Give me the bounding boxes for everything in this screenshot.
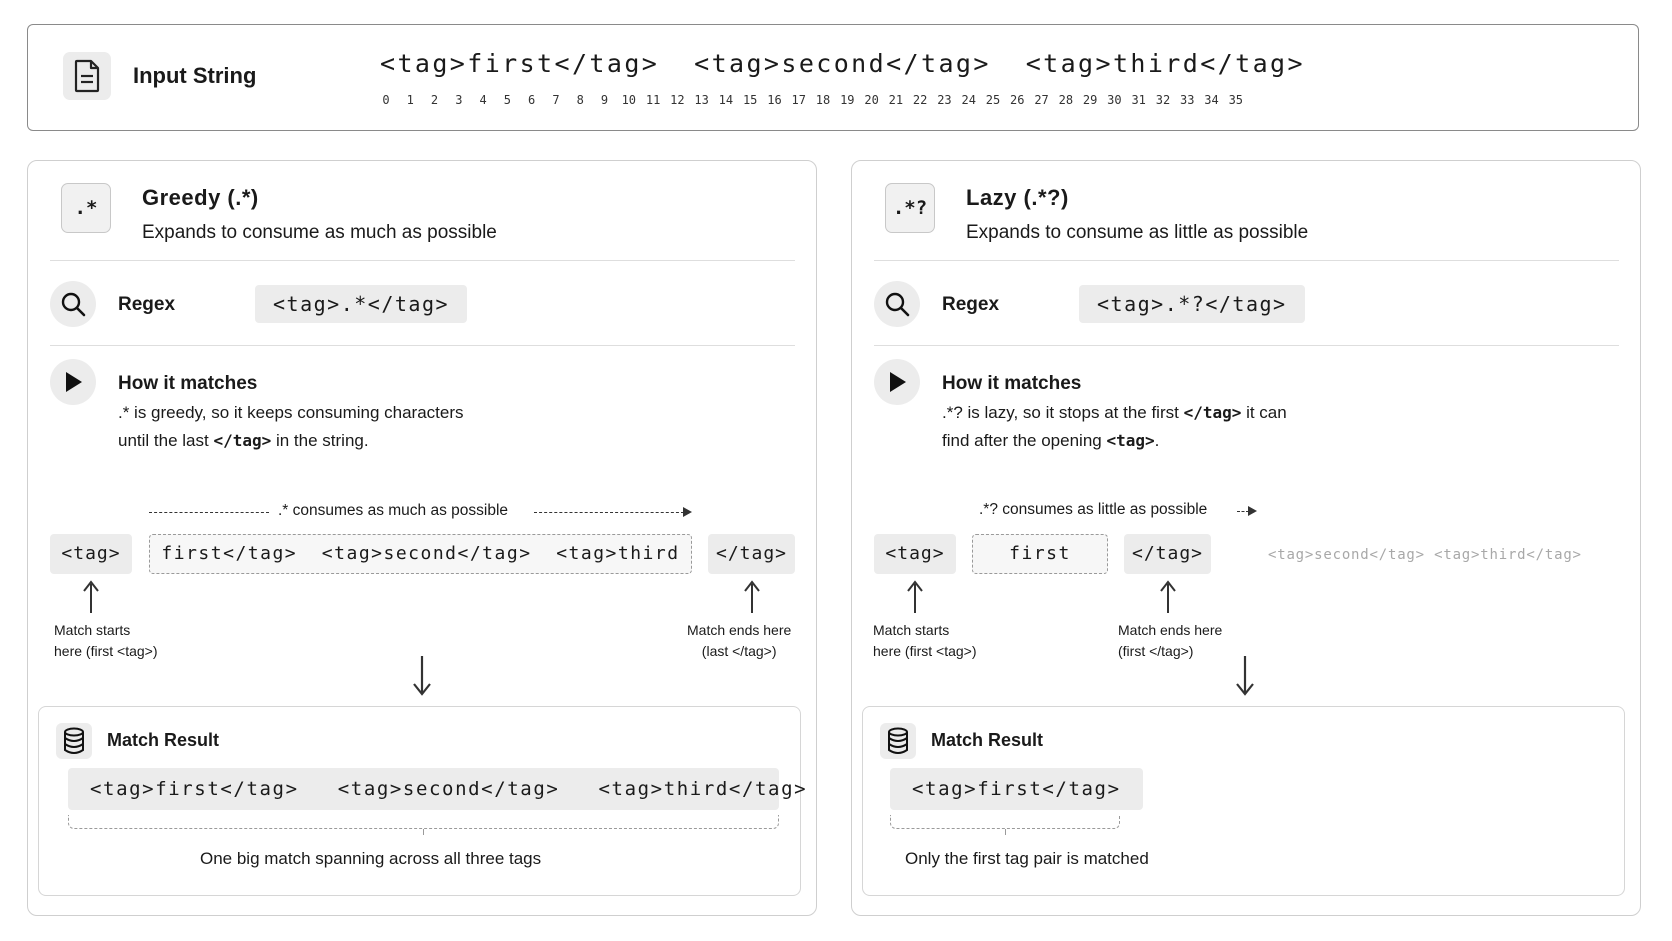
match-result-caption: Only the first tag pair is matched — [905, 849, 1149, 868]
token-close-tag: </tag> — [1124, 534, 1211, 574]
token-consumed-middle: first</tag> <tag>second</tag> <tag>third — [149, 534, 692, 574]
how-it-matches-line-1: .* is greedy, so it keeps consuming characters — [118, 403, 464, 422]
character-index: 3 — [455, 93, 463, 107]
character-index: 2 — [430, 93, 439, 107]
character-index: 21 — [888, 93, 904, 107]
how-it-matches-line-1: .*? is lazy, so it stops at the first </tag> it can — [942, 403, 1287, 422]
character-index: 26 — [1010, 93, 1025, 107]
character-index: 14 — [718, 93, 734, 107]
input-string-panel — [27, 24, 1639, 131]
character-index: 5 — [503, 93, 512, 107]
arrow-down-icon — [1233, 654, 1257, 696]
character-index: 25 — [985, 93, 1001, 107]
result-bracket — [890, 815, 1120, 829]
character-index: 24 — [961, 93, 976, 107]
lazy-title: Lazy (.*?) — [966, 185, 1069, 210]
play-icon — [50, 359, 96, 405]
how-it-matches-line-2: until the last </tag> in the string. — [118, 431, 369, 450]
divider — [50, 260, 795, 261]
arrow-right-icon — [683, 507, 692, 517]
document-icon — [63, 52, 111, 100]
lazy-subtitle: Expands to consume as little as possible — [966, 222, 1309, 243]
character-index: 32 — [1155, 93, 1171, 107]
character-index: 22 — [912, 93, 928, 107]
bracket-tick — [423, 829, 424, 835]
character-index: 28 — [1058, 93, 1074, 107]
character-index: 9 — [600, 93, 609, 107]
how-it-matches-line-2: find after the opening <tag>. — [942, 431, 1160, 450]
character-index: 35 — [1228, 93, 1244, 107]
how-it-matches-title: How it matches — [942, 373, 1082, 394]
character-index: 11 — [645, 93, 661, 107]
character-index: 33 — [1180, 93, 1195, 107]
arrow-down-icon — [410, 654, 434, 696]
arrow-right-icon — [1248, 506, 1257, 516]
greedy-title: Greedy (.*) — [142, 185, 259, 210]
search-icon — [50, 281, 96, 327]
match-start-note: Match starts here (first <tag>) — [873, 622, 977, 659]
unmatched-remainder: <tag>second</tag> <tag>third</tag> — [1268, 547, 1582, 563]
match-result-value: <tag>first</tag> <tag>second</tag> <tag>third</tag> — [68, 768, 779, 810]
match-result-value: <tag>first</tag> — [890, 768, 1143, 810]
character-index: 17 — [791, 93, 806, 107]
character-index: 15 — [742, 93, 758, 107]
database-icon — [880, 723, 916, 759]
character-index: 8 — [576, 93, 584, 107]
dashed-line — [149, 512, 269, 513]
character-index: 16 — [767, 93, 782, 107]
match-result-title: Match Result — [931, 730, 1044, 750]
greedy-match-result — [38, 706, 808, 896]
database-icon — [56, 723, 92, 759]
result-bracket — [68, 815, 779, 829]
character-index: 12 — [670, 93, 685, 107]
character-index: 19 — [840, 93, 855, 107]
character-index: 6 — [528, 93, 536, 107]
input-string-text: <tag>first</tag> <tag>second</tag> <tag>third</tag> — [380, 49, 1305, 78]
greedy-panel — [27, 160, 817, 916]
character-index: 4 — [479, 93, 487, 107]
arrow-up-icon — [742, 580, 762, 614]
greedy-subtitle: Expands to consume as much as possible — [142, 222, 497, 243]
character-index: 27 — [1034, 93, 1049, 107]
divider — [50, 345, 795, 346]
dashed-line — [534, 512, 684, 513]
character-index: 18 — [815, 93, 831, 107]
lazy-regex: <tag>.*?</tag> — [1079, 285, 1305, 323]
character-index: 31 — [1131, 93, 1146, 107]
match-result-caption: One big match spanning across all three tags — [200, 849, 542, 868]
greedy-regex: <tag>.*</tag> — [255, 285, 467, 323]
arrow-up-icon — [1158, 580, 1178, 614]
token-open-tag: <tag> — [874, 534, 956, 574]
regex-label: Regex — [118, 294, 176, 315]
divider — [874, 345, 1619, 346]
lazy-quantifier-icon: .*? — [885, 183, 935, 233]
match-start-note: Match starts here (first <tag>) — [54, 622, 158, 659]
character-index-row — [380, 93, 1280, 109]
lazy-panel — [851, 160, 1641, 916]
character-index: 7 — [552, 93, 560, 107]
match-end-note: Match ends here (first </tag>) — [1118, 622, 1223, 659]
greedy-quantifier-icon: .* — [61, 183, 111, 233]
bracket-tick — [1005, 829, 1006, 835]
match-end-note: Match ends here (last </tag>) — [687, 622, 792, 659]
character-index: 23 — [937, 93, 952, 107]
regex-label: Regex — [942, 294, 1000, 315]
arrow-up-icon — [905, 580, 925, 614]
search-icon — [874, 281, 920, 327]
lazy-match-result — [862, 706, 1625, 896]
token-close-tag: </tag> — [708, 534, 795, 574]
play-icon — [874, 359, 920, 405]
divider — [874, 260, 1619, 261]
character-index: 1 — [406, 93, 414, 107]
character-index: 13 — [694, 93, 709, 107]
character-index: 34 — [1204, 93, 1219, 107]
character-index: 0 — [382, 93, 390, 107]
character-index: 10 — [621, 93, 637, 107]
consume-label: .*? consumes as little as possible — [979, 501, 1208, 518]
consume-label: .* consumes as much as possible — [278, 502, 509, 519]
character-index: 30 — [1107, 93, 1122, 107]
character-index: 20 — [864, 93, 879, 107]
character-index: 29 — [1082, 93, 1098, 107]
input-string-title: Input String — [133, 63, 257, 88]
token-open-tag: <tag> — [50, 534, 132, 574]
arrow-up-icon — [81, 580, 101, 614]
token-consumed-middle: first — [972, 534, 1108, 574]
match-result-title: Match Result — [107, 730, 220, 750]
how-it-matches-title: How it matches — [118, 373, 258, 394]
